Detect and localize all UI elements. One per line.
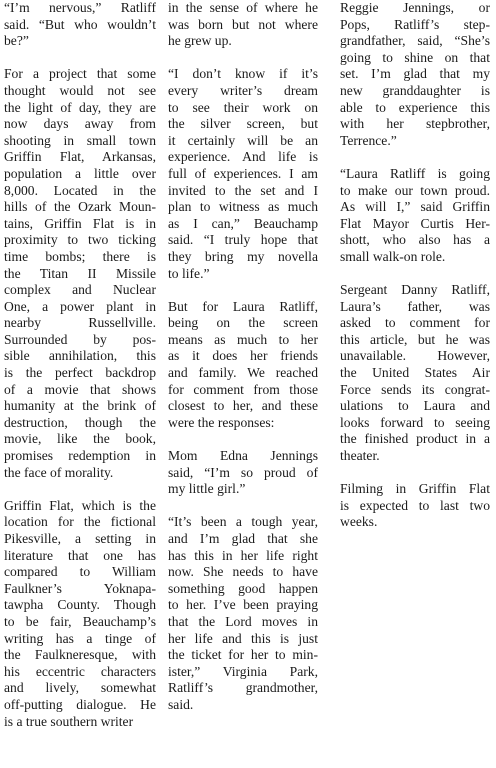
- paragraph: [168, 66, 318, 282]
- text-line: and family. We reached: [168, 365, 318, 381]
- text-line: to see their work on: [168, 99, 318, 115]
- text-line: time bombs; there is: [4, 248, 156, 264]
- text-line: One, a power plant in: [4, 298, 156, 314]
- text-line: For a project that some: [4, 66, 156, 82]
- text-line: ulations to Laura and: [340, 398, 490, 414]
- text-line: in the sense of where he: [168, 0, 318, 15]
- paragraph: [340, 282, 490, 465]
- text-line: movie, like the book,: [4, 431, 156, 447]
- text-line: is the perfect backdrop: [4, 365, 156, 381]
- text-line: said.: [168, 696, 194, 712]
- text-line: weeks.: [340, 514, 378, 530]
- text-line: said. “But who wouldn’t: [4, 16, 156, 32]
- text-line: humanity at the brink of: [4, 398, 156, 414]
- text-line: the United States Air: [340, 365, 490, 381]
- paragraph: [168, 514, 318, 713]
- paragraph: [4, 66, 156, 481]
- paragraph: [340, 481, 490, 531]
- text-line: writing has a tinge of: [4, 630, 156, 646]
- text-line: the face of morality.: [4, 464, 114, 480]
- text-line: location for the fictional: [4, 514, 156, 530]
- text-line: said. “I truly hope that: [168, 232, 318, 248]
- text-line: Sergeant Danny Ratliff,: [340, 282, 490, 298]
- text-line: this article, but he was: [340, 331, 490, 347]
- text-line: to make our town proud.: [340, 182, 490, 198]
- text-line: complex and Nuclear: [4, 282, 156, 298]
- text-line: his eccentric characters: [4, 663, 156, 679]
- text-line: shott, who also has a: [340, 232, 490, 248]
- text-line: to be fair, Beauchamp’s: [4, 613, 156, 629]
- text-line: every writer’s dream: [168, 82, 318, 98]
- text-line: 8,000. Located in the: [4, 182, 156, 198]
- text-line: Surrounded by pos-: [4, 331, 156, 347]
- text-line: asked to comment for: [340, 315, 490, 331]
- text-line: invited to the set and I: [168, 182, 318, 198]
- text-line: tawpha County. Though: [4, 597, 156, 613]
- text-line: Faulkner’s Yoknapa-: [4, 580, 156, 596]
- text-line: destruction, though the: [4, 414, 156, 430]
- text-line: plan to witness as much: [168, 199, 318, 215]
- text-line: Griffin Flat, Arkansas,: [4, 149, 156, 165]
- text-line: But for Laura Ratliff,: [168, 298, 318, 314]
- text-line: Terrence.”: [340, 132, 397, 148]
- paragraph: [4, 498, 156, 730]
- text-line: full of experiences. I am: [168, 165, 318, 181]
- text-line: “I don’t know if it’s: [168, 66, 318, 82]
- text-line: the silver screen, but: [168, 116, 318, 132]
- paragraph: [340, 0, 490, 149]
- text-line: Filming in Griffin Flat: [340, 481, 490, 497]
- text-line: compared to William: [4, 564, 156, 580]
- text-line: now days away from: [4, 116, 156, 132]
- text-line: were the responses:: [168, 414, 275, 430]
- text-line: as it does her friends: [168, 348, 318, 364]
- text-line: literature that one has: [4, 547, 156, 563]
- text-line: the ticket for her to min-: [168, 647, 318, 663]
- text-line: Mom Edna Jennings: [168, 448, 318, 464]
- text-line: be?”: [4, 33, 29, 49]
- text-line: going to shine on that: [340, 49, 490, 65]
- text-line: experience. And life is: [168, 149, 318, 165]
- text-line: Griffin Flat, which is the: [4, 497, 156, 513]
- text-line: looks forward to seeing: [340, 414, 490, 430]
- text-line: thought would not see: [4, 82, 156, 98]
- text-line: ister,” Virginia Park,: [168, 663, 318, 679]
- paragraph: [340, 166, 490, 266]
- text-line: “It’s been a tough year,: [168, 514, 318, 530]
- text-line: population a little over: [4, 165, 156, 181]
- text-line: new granddaughter is: [340, 82, 490, 98]
- text-line: as I can,” Beauchamp: [168, 215, 318, 231]
- text-line: grandfather, said, “She’s: [340, 33, 490, 49]
- text-line: promises redemption in: [4, 448, 156, 464]
- text-line: off-putting dialogue. He: [4, 696, 156, 712]
- text-line: her life and this is just: [168, 630, 318, 646]
- text-line: closest to her, and these: [168, 398, 318, 414]
- text-line: the finished product in a: [340, 431, 490, 447]
- text-line: shooting in small town: [4, 132, 156, 148]
- text-line: now. She needs to have: [168, 564, 318, 580]
- text-line: Ratliff’s grandmother,: [168, 680, 318, 696]
- text-line: Pikesville, a setting in: [4, 531, 156, 546]
- text-line: Pops, Ratliff’s step-: [340, 16, 490, 32]
- text-line: nearby Russellville.: [4, 315, 156, 331]
- text-line: proximity to two ticking: [4, 232, 156, 248]
- column-1: [4, 0, 156, 768]
- text-line: Force sends its congrat-: [340, 381, 490, 397]
- text-line: unavailable. However,: [340, 348, 490, 364]
- text-line: of a movie that shows: [4, 381, 156, 397]
- text-line: hills of the Ozark Moun-: [4, 199, 156, 215]
- text-line: to life.”: [168, 265, 210, 281]
- paragraph: [168, 0, 318, 50]
- column-2: [168, 0, 318, 768]
- text-line: small walk-on role.: [340, 248, 446, 264]
- text-line: to her. I’ve been praying: [168, 597, 318, 613]
- text-line: theater.: [340, 448, 380, 464]
- text-line: something good happen: [168, 580, 318, 596]
- text-line: the Titan II Missile: [4, 265, 156, 281]
- text-line: he grew up.: [168, 33, 232, 49]
- paragraph: [168, 448, 318, 498]
- text-line: is expected to last two: [340, 497, 490, 513]
- text-line: being on the screen: [168, 315, 318, 331]
- text-line: the light of day, they are: [4, 99, 156, 115]
- paragraph: [4, 0, 156, 50]
- text-line: has this in her life right: [168, 547, 318, 563]
- paragraph: [168, 299, 318, 432]
- text-line: they bring my novella: [168, 248, 318, 264]
- text-line: my little girl.”: [168, 481, 246, 497]
- text-line: it certainly will be an: [168, 132, 318, 148]
- text-line: able to experience this: [340, 99, 490, 115]
- text-line: Laura’s father, was: [340, 298, 490, 314]
- text-line: with her stepbrother,: [340, 116, 490, 132]
- text-line: “I’m nervous,” Ratliff: [4, 0, 156, 15]
- text-line: “Laura Ratliff is going: [340, 165, 490, 181]
- text-line: Flat Mayor Curtis Her-: [340, 215, 490, 231]
- text-line: that the Lord moves in: [168, 613, 318, 629]
- text-line: was born but not where: [168, 16, 318, 32]
- text-line: sible annihilation, this: [4, 348, 156, 364]
- text-line: is a true southern writer: [4, 713, 134, 729]
- column-3: [340, 0, 490, 768]
- text-line: tains, Griffin Flat is in: [4, 215, 156, 231]
- text-line: said, “I’m so proud of: [168, 464, 318, 480]
- text-line: Reggie Jennings, or: [340, 0, 490, 15]
- text-line: and I’m glad that she: [168, 531, 318, 546]
- text-line: and lively, somewhat: [4, 680, 156, 696]
- text-line: the Faulkneresque, with: [4, 647, 156, 663]
- text-line: means as much to her: [168, 331, 318, 347]
- text-line: for comment from those: [168, 381, 318, 397]
- text-line: set. I’m glad that my: [340, 66, 490, 82]
- text-line: As will I,” said Griffin: [340, 199, 490, 215]
